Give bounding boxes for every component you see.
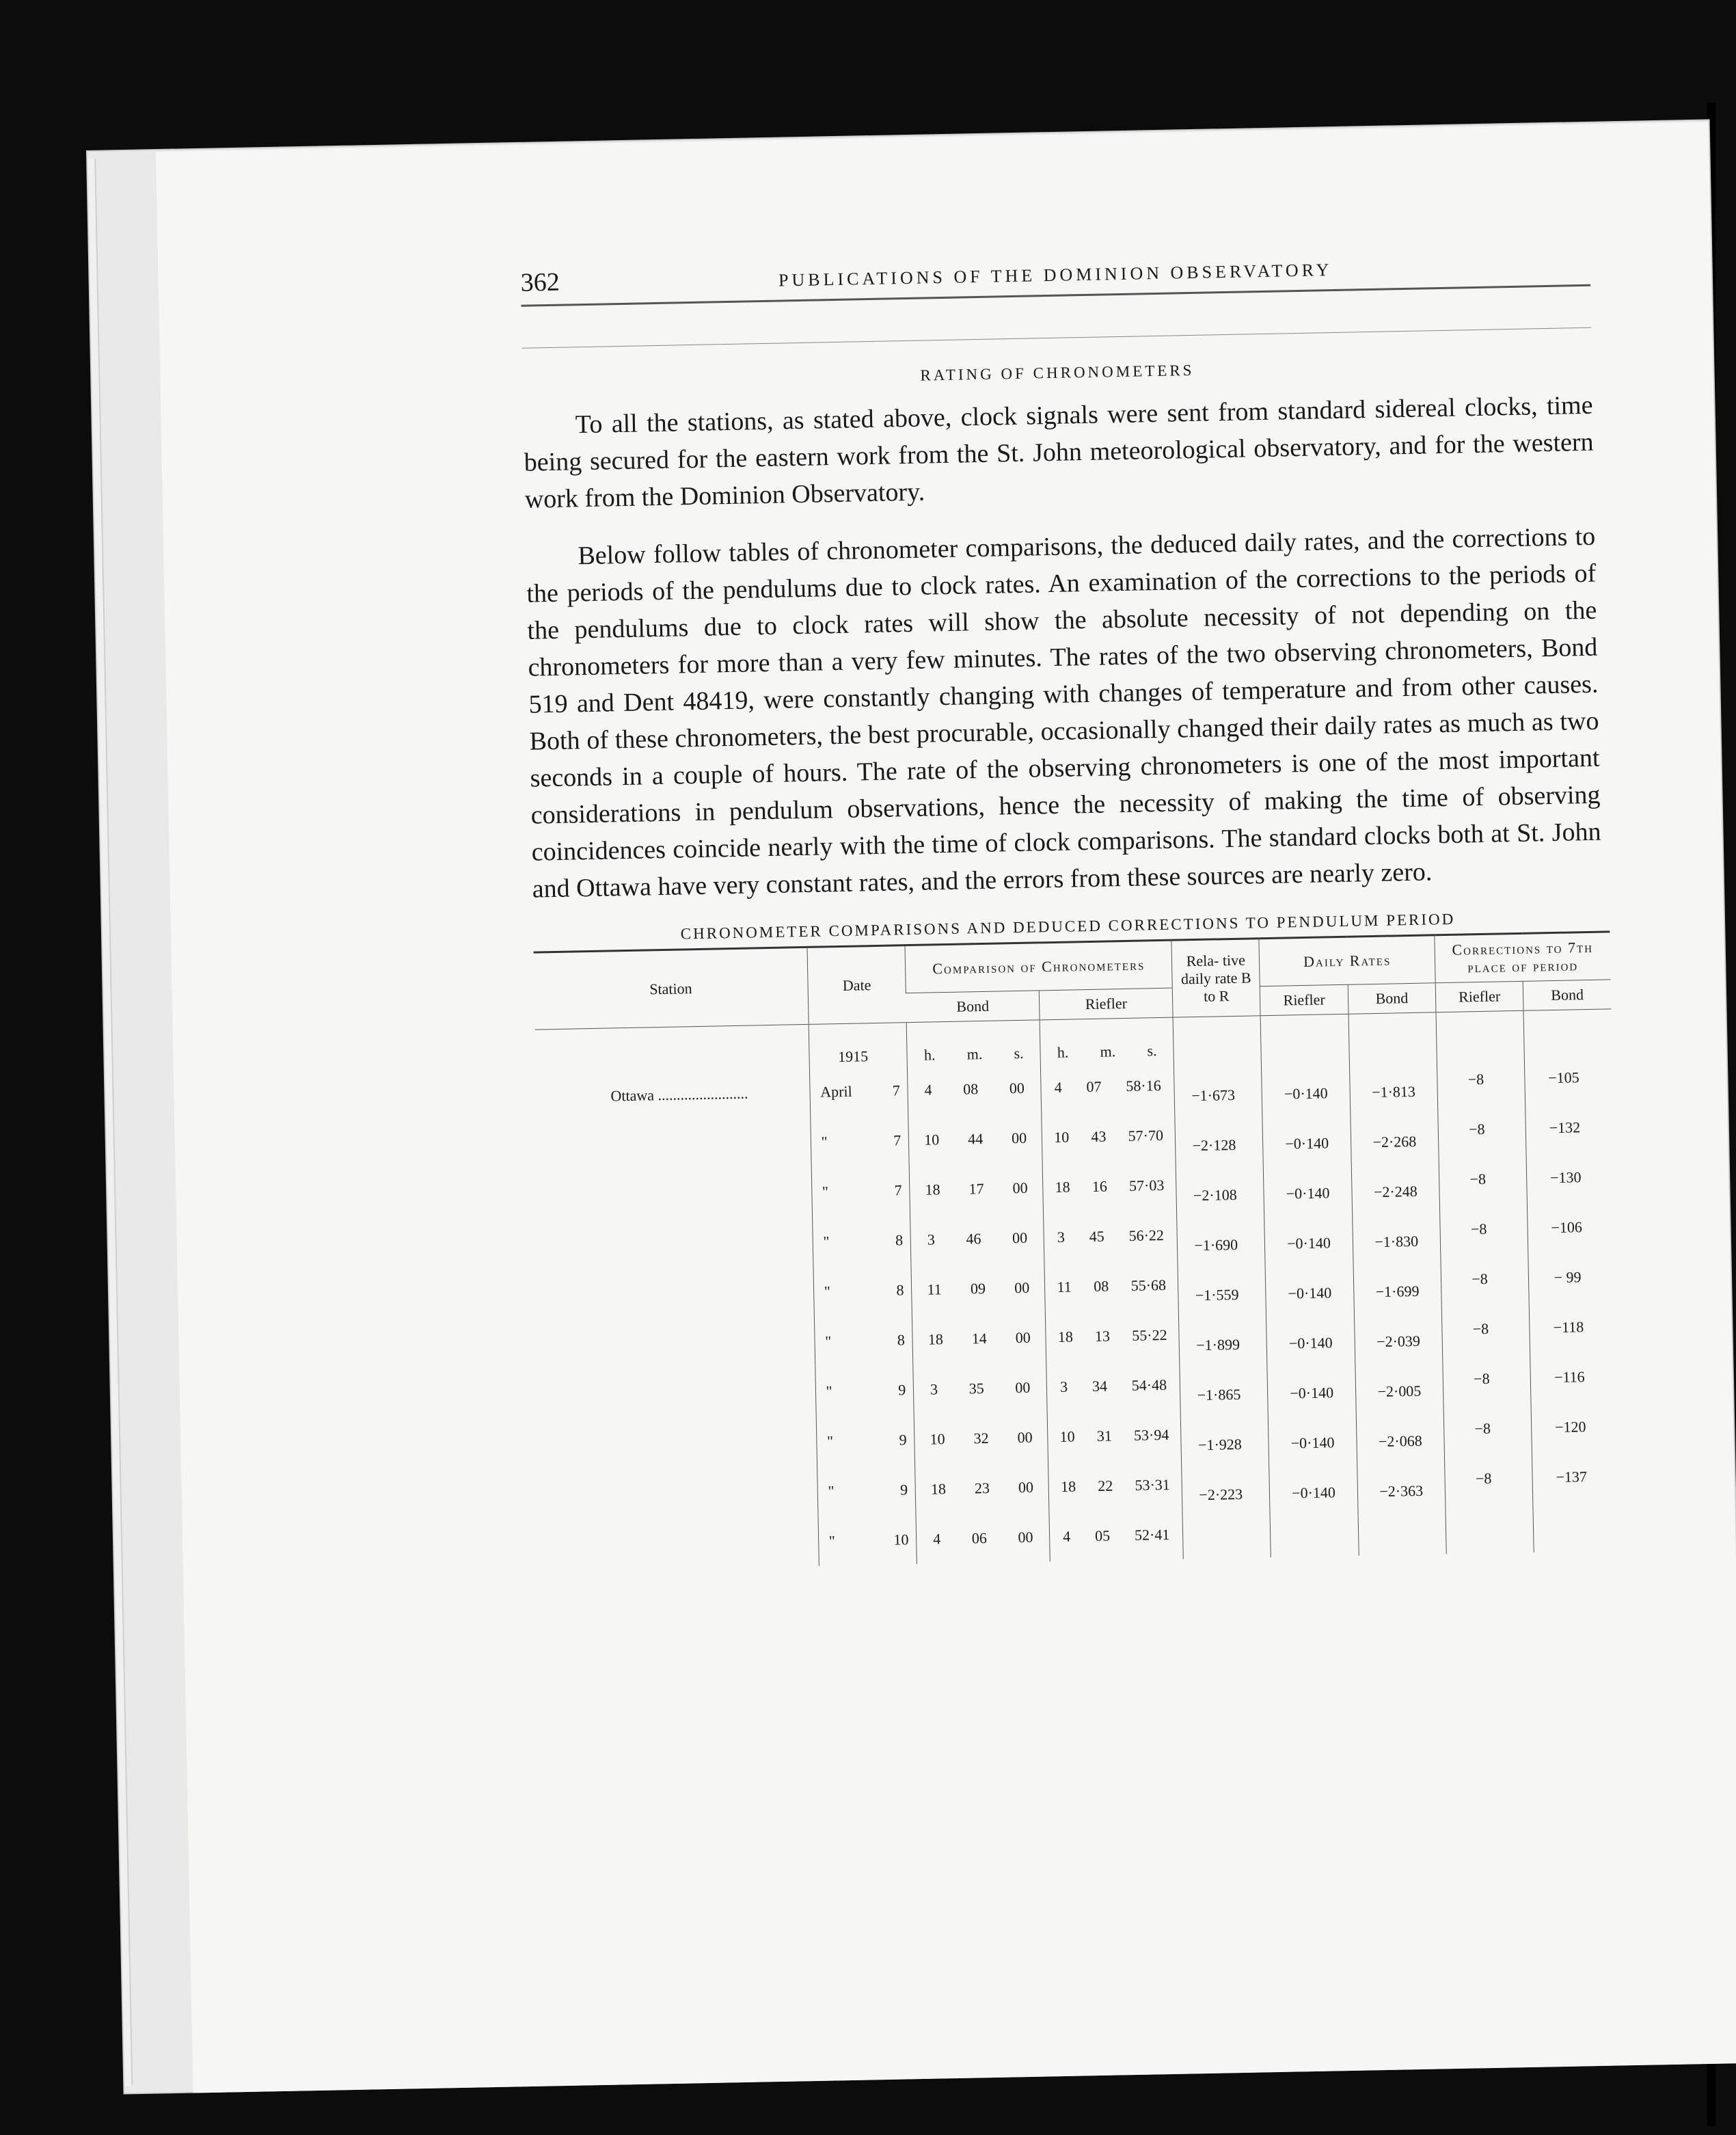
date-month: " — [828, 1481, 835, 1499]
correction-riefler: −8 — [1472, 1319, 1489, 1337]
bond-s: 00 — [1012, 1228, 1028, 1246]
riefler-h: 10 — [1053, 1128, 1070, 1146]
relative-rate: −2·223 — [1199, 1485, 1243, 1503]
station-cell — [541, 1317, 815, 1372]
correction-riefler: −8 — [1467, 1070, 1484, 1088]
riefler-m: 31 — [1096, 1426, 1113, 1445]
riefler-s: 57·70 — [1128, 1126, 1164, 1144]
riefler-m: 05 — [1094, 1527, 1111, 1544]
correction-bond: −106 — [1551, 1218, 1583, 1236]
date-month: " — [828, 1531, 836, 1549]
bond-m: 14 — [971, 1329, 988, 1347]
bond-s: 00 — [1012, 1179, 1028, 1196]
date-month: April — [819, 1082, 852, 1101]
date-day: 9 — [899, 1480, 908, 1498]
riefler-m: 16 — [1091, 1177, 1108, 1195]
bond-h: 10 — [923, 1130, 940, 1149]
paragraph: To all the stations, as stated above, clock signals were sent from standard sidereal clocks, time being secured for the eastern work from the St. John meteorological observatory, and for the western work from the Dominion Observatory. — [524, 390, 1594, 514]
date-day: 7 — [894, 1181, 902, 1199]
page-edge — [87, 159, 133, 2086]
bond-s: 00 — [1018, 1478, 1034, 1496]
relative-rate: −1·865 — [1197, 1385, 1241, 1404]
bond-s: 00 — [1014, 1278, 1030, 1296]
date-day: 8 — [895, 1231, 904, 1249]
correction-riefler: −8 — [1475, 1469, 1492, 1487]
bond-s: 00 — [1015, 1328, 1031, 1346]
header-corrections: Corrections to 7th place of period — [1435, 932, 1611, 983]
page-number: 362 — [520, 267, 560, 297]
bond-h: 4 — [924, 1080, 932, 1099]
correction-riefler: −8 — [1469, 1170, 1487, 1187]
riefler-s: 52·41 — [1134, 1525, 1170, 1544]
riefler-h: 11 — [1057, 1278, 1072, 1295]
station-cell — [539, 1217, 813, 1272]
header-riefler: Riefler — [1040, 988, 1174, 1020]
riefler-h: 3 — [1057, 1228, 1066, 1246]
daily-rate-riefler: −0·140 — [1284, 1084, 1328, 1103]
chronometer-table — [534, 930, 1622, 1571]
daily-rate-riefler: −0·140 — [1286, 1233, 1331, 1252]
date-day: 10 — [893, 1530, 909, 1548]
bond-h: 10 — [930, 1429, 945, 1448]
daily-rate-bond: −2·248 — [1373, 1182, 1418, 1200]
riefler-m: 13 — [1094, 1327, 1111, 1345]
riefler-h: 4 — [1054, 1078, 1062, 1096]
header-comparison: Comparison of Chronometers — [905, 940, 1172, 993]
riefler-s: 55·68 — [1130, 1276, 1167, 1294]
bond-h: 11 — [927, 1280, 942, 1298]
unit-h: h. — [1057, 1043, 1069, 1061]
date-day: 8 — [896, 1280, 904, 1299]
header-daily-rates: Daily Rates — [1259, 935, 1435, 986]
riefler-h: 18 — [1060, 1477, 1076, 1495]
riefler-s: 53·94 — [1133, 1425, 1169, 1444]
unit-s: s. — [1014, 1044, 1024, 1062]
header-rule — [522, 327, 1592, 349]
riefler-s: 53·31 — [1135, 1475, 1170, 1494]
relative-rate: −1·899 — [1195, 1335, 1240, 1354]
unit-s: s. — [1147, 1042, 1157, 1060]
correction-bond: −105 — [1548, 1068, 1579, 1086]
bond-h: 18 — [925, 1180, 940, 1198]
header-relative-rate: Rela- tive daily rate B to R — [1171, 939, 1260, 1017]
unit-h: h. — [923, 1046, 936, 1064]
table-title: CHRONOMETER COMPARISONS AND DEDUCED CORRECTIONS TO PENDULUM PERIOD — [680, 910, 1456, 943]
daily-rate-bond: −1·813 — [1371, 1082, 1416, 1101]
daily-rate-bond: −2·005 — [1377, 1382, 1422, 1400]
correction-bond: −118 — [1553, 1317, 1584, 1336]
daily-rate-riefler: −0·140 — [1286, 1183, 1330, 1203]
running-title: PUBLICATIONS OF THE DOMINION OBSERVATORY — [778, 259, 1333, 291]
correction-bond: − 99 — [1554, 1267, 1582, 1286]
correction-bond: −137 — [1556, 1467, 1588, 1486]
relative-rate: −1·690 — [1194, 1235, 1238, 1254]
station-cell — [541, 1367, 815, 1422]
date-month: " — [823, 1232, 830, 1250]
riefler-m: 07 — [1086, 1077, 1102, 1095]
table-body — [535, 1009, 1622, 1572]
bond-h: 18 — [927, 1330, 944, 1348]
bond-m: 09 — [970, 1279, 986, 1297]
correction-bond: −116 — [1554, 1367, 1585, 1386]
running-head — [520, 247, 1590, 307]
bond-s: 00 — [1017, 1428, 1033, 1446]
section-heading: RATING OF CHRONOMETERS — [920, 361, 1195, 384]
daily-rate-riefler: −0·140 — [1288, 1283, 1332, 1302]
bond-m: 35 — [968, 1379, 984, 1397]
riefler-m: 08 — [1093, 1277, 1109, 1295]
daily-rate-riefler: −0·140 — [1285, 1133, 1329, 1153]
date-day: 8 — [897, 1330, 906, 1348]
riefler-h: 4 — [1063, 1527, 1071, 1545]
header-station: Station — [534, 947, 809, 1030]
correction-bond: −120 — [1554, 1417, 1586, 1436]
date-month: " — [822, 1182, 829, 1200]
header-corr-riefler: Riefler — [1435, 981, 1523, 1012]
header-daily-riefler: Riefler — [1260, 984, 1348, 1015]
correction-riefler: −8 — [1470, 1220, 1487, 1237]
bond-s: 00 — [1009, 1079, 1025, 1097]
bond-h: 4 — [933, 1529, 941, 1548]
daily-rate-bond: −2·363 — [1379, 1481, 1424, 1500]
bond-m: 17 — [968, 1179, 984, 1197]
bond-h: 3 — [930, 1380, 938, 1398]
bond-s: 00 — [1018, 1528, 1033, 1546]
daily-rate-bond: −1·699 — [1375, 1282, 1420, 1300]
header-corr-bond: Bond — [1523, 980, 1611, 1010]
date-month: " — [821, 1132, 828, 1151]
date-day: 9 — [898, 1380, 906, 1398]
riefler-m: 45 — [1089, 1227, 1104, 1245]
riefler-s: 56·22 — [1128, 1226, 1165, 1244]
riefler-h: 10 — [1059, 1427, 1075, 1445]
relative-rate: −2·128 — [1192, 1136, 1236, 1154]
header-date: Date — [807, 945, 907, 1025]
riefler-m: 43 — [1091, 1127, 1107, 1145]
header-daily-bond: Bond — [1348, 983, 1436, 1014]
correction-bond: −132 — [1549, 1118, 1581, 1136]
bond-s: 00 — [1015, 1378, 1031, 1396]
unit-m: m. — [1100, 1043, 1116, 1060]
date-day: 7 — [892, 1081, 901, 1099]
station-cell: Ottawa ........................ — [610, 1084, 748, 1104]
bond-m: 06 — [971, 1529, 988, 1546]
riefler-s: 58·16 — [1126, 1076, 1161, 1095]
correction-bond: −130 — [1549, 1168, 1582, 1186]
correction-riefler: −8 — [1473, 1369, 1490, 1387]
daily-rate-bond: −1·830 — [1374, 1232, 1419, 1250]
riefler-h: 18 — [1057, 1328, 1074, 1345]
daily-rate-bond: −2·039 — [1376, 1332, 1421, 1350]
unit-m: m. — [966, 1045, 983, 1063]
relative-rate: −1·559 — [1195, 1285, 1239, 1304]
date-day: 9 — [899, 1430, 907, 1448]
riefler-s: 57·03 — [1128, 1176, 1165, 1194]
daily-rate-bond: −2·068 — [1378, 1432, 1422, 1450]
riefler-h: 3 — [1059, 1378, 1068, 1395]
bond-m: 44 — [967, 1129, 984, 1147]
station-cell — [537, 1117, 811, 1172]
daily-rate-riefler: −0·140 — [1290, 1433, 1335, 1451]
relative-rate: −1·673 — [1191, 1086, 1236, 1104]
riefler-s: 54·48 — [1131, 1375, 1167, 1394]
bond-m: 08 — [963, 1079, 979, 1098]
correction-riefler: −8 — [1474, 1419, 1491, 1437]
riefler-m: 22 — [1097, 1476, 1113, 1494]
daily-rate-riefler: −0·140 — [1288, 1333, 1333, 1352]
riefler-h: 18 — [1055, 1178, 1070, 1196]
bond-m: 23 — [974, 1479, 990, 1496]
page-content — [520, 247, 1614, 1572]
date-month: " — [826, 1382, 832, 1400]
relative-rate: −1·928 — [1197, 1435, 1242, 1453]
station-name: Ottawa — [610, 1086, 655, 1104]
daily-rate-riefler: −0·140 — [1291, 1483, 1336, 1501]
bond-m: 32 — [973, 1429, 989, 1447]
year-cell: 1915 — [809, 1023, 908, 1067]
paragraph: Below follow tables of chronometer comparisons, the deduced daily rates, and the corrections to the periods of the pendulums due to clock rates. An examination of the corrections to the periods of the pendulums due to clock rates will show the absolute necessity of not depending on the chronometers for more than a very few minutes. The rates of the two observing chronometers, Bond 519 and Dent 48419, were constantly changing with changes of temperature and from other causes. Both of these chronometers, the best procurable, occasionally changed their daily rates as much as two seconds in a couple of hours. The rate of the observing chronometers is one of the most important considerations in pendulum observations, hence the necessity of making the time of observing coincidences coincide nearly with the time of clock comparisons. The standard clocks both at St. John and Ottawa have very constant rates, and the errors from these sources are nearly zero. — [526, 522, 1601, 904]
date-month: " — [824, 1332, 832, 1350]
station-cell — [540, 1267, 814, 1322]
station-cell — [543, 1466, 817, 1522]
date-month: " — [826, 1432, 834, 1449]
bond-m: 46 — [966, 1229, 981, 1248]
station-cell — [545, 1516, 819, 1572]
daily-rate-riefler: −0·140 — [1290, 1383, 1334, 1401]
bond-s: 00 — [1011, 1129, 1027, 1146]
document-page — [156, 122, 1736, 2093]
bond-h: 3 — [927, 1230, 936, 1248]
date-month: " — [824, 1282, 831, 1300]
correction-riefler: −8 — [1471, 1270, 1488, 1287]
relative-rate: −2·108 — [1193, 1185, 1237, 1204]
header-bond: Bond — [906, 991, 1040, 1023]
riefler-s: 55·22 — [1131, 1326, 1167, 1344]
daily-rate-bond: −2·268 — [1372, 1132, 1417, 1151]
riefler-m: 34 — [1091, 1377, 1108, 1395]
correction-riefler: −8 — [1468, 1120, 1485, 1138]
bond-h: 18 — [930, 1479, 947, 1498]
station-cell — [538, 1167, 812, 1222]
station-cell — [543, 1416, 817, 1472]
date-day: 7 — [893, 1131, 901, 1149]
